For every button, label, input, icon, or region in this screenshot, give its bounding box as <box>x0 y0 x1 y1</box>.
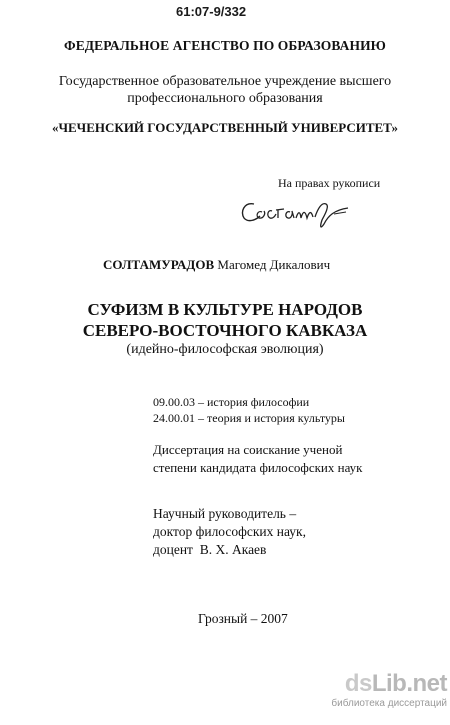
handwritten-signature <box>238 196 366 230</box>
degree-line-1: Диссертация на соискание ученой <box>153 442 343 457</box>
author-given-names: Магомед Дикалович <box>217 257 331 272</box>
institution-name <box>0 73 450 107</box>
watermark-logo-prefix: ds <box>344 670 372 697</box>
specialty-line: 24.00.01 – теория и история культуры <box>153 411 345 425</box>
degree-line-2: степени кандидата философских наук <box>153 460 363 475</box>
watermark-logo-main: Lib.net <box>371 670 447 697</box>
advisor-line-3: доцент В. Х. Акаев <box>153 542 267 557</box>
university-name: «ЧЕЧЕНСКИЙ ГОСУДАРСТВЕННЫЙ УНИВЕРСИТЕТ» <box>51 120 399 135</box>
degree-statement <box>153 441 363 477</box>
advisor-line-2: доктор философских наук, <box>153 524 306 539</box>
dissertation-subtitle: (идейно-философская эволюция) <box>126 342 324 357</box>
agency-heading: ФЕДЕРАЛЬНОЕ АГЕНСТВО ПО ОБРАЗОВАНИЮ <box>64 38 386 53</box>
author-name <box>103 257 330 273</box>
watermark-logo <box>307 672 447 696</box>
dissertation-title <box>0 299 450 341</box>
specialty-codes <box>153 394 345 426</box>
rights-note: На правах рукописи <box>278 176 381 190</box>
title-line-1: СУФИЗМ В КУЛЬТУРЕ НАРОДОВ <box>87 300 363 319</box>
city-year: Грозный – 2007 <box>198 611 288 626</box>
author-surname: СОЛТАМУРАДОВ <box>103 257 215 272</box>
title-line-2: СЕВЕРО-ВОСТОЧНОГО КАВКАЗА <box>82 321 368 340</box>
scientific-advisor <box>153 505 306 559</box>
institution-line-1: Государственное образовательное учреждение высшего <box>58 74 392 89</box>
dslib-watermark <box>307 672 447 709</box>
call-number: 61:07-9/332 <box>176 4 247 19</box>
advisor-line-1: Научный руководитель – <box>153 506 297 521</box>
watermark-caption: библиотека диссертаций <box>331 698 447 709</box>
specialty-line: 09.00.03 – история философии <box>153 395 310 409</box>
institution-line-2: профессионального образования <box>127 91 323 106</box>
